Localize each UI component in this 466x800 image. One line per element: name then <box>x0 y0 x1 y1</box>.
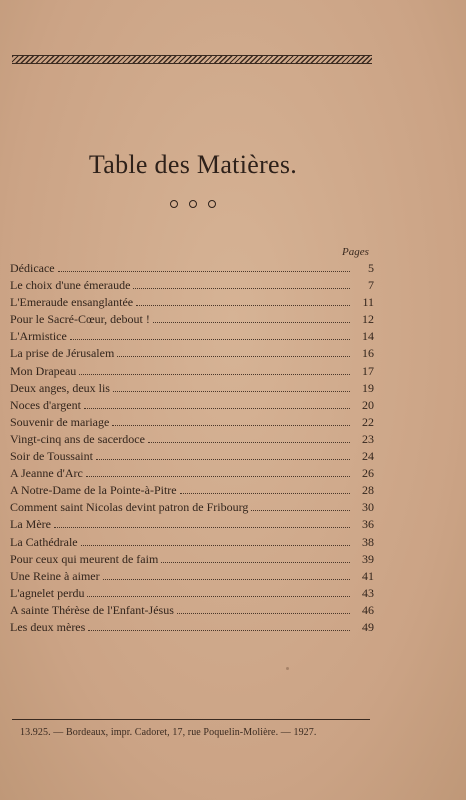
toc-entry-title: A sainte Thérèse de l'Enfant-Jésus <box>10 602 174 617</box>
toc-entry-page: 36 <box>362 517 374 532</box>
toc-entry <box>10 601 374 618</box>
dot-leader <box>84 398 350 409</box>
toc-entry-page: 19 <box>362 380 374 395</box>
toc-entry-title: Le choix d'une émeraude <box>10 278 131 293</box>
dot-leader <box>153 312 350 323</box>
dot-leader <box>177 603 350 614</box>
toc-entry-title: Pour ceux qui meurent de faim <box>10 551 159 566</box>
toc-entry-page: 43 <box>362 585 374 600</box>
toc-entry-page: 5 <box>368 261 374 275</box>
dot-leader <box>251 500 350 511</box>
toc-entry <box>10 344 374 361</box>
toc-entry <box>10 584 374 601</box>
toc-entry-title: La Mère <box>10 517 51 532</box>
circle-ornament-icon <box>170 200 178 208</box>
toc-entry-page: 20 <box>362 397 374 412</box>
paper-speck <box>286 667 289 670</box>
toc-entry-title: Dédicace <box>10 261 55 275</box>
toc-entry <box>10 498 374 515</box>
toc-entry <box>10 413 374 430</box>
toc-entry <box>10 396 374 413</box>
dot-leader <box>79 364 350 375</box>
toc-entry <box>10 362 374 379</box>
toc-entry-title: Mon Drapeau <box>10 363 77 378</box>
ornament-circles <box>170 200 216 208</box>
toc-entry-page: 38 <box>362 534 374 549</box>
toc-entry-title: Soir de Toussaint <box>10 449 93 464</box>
pages-column-label: Pages <box>342 246 369 258</box>
circle-ornament-icon <box>189 200 197 208</box>
toc-entry-title: L'Armistice <box>10 329 67 344</box>
toc-entry-page: 46 <box>362 602 374 617</box>
dot-leader <box>87 586 350 597</box>
toc-entry <box>10 310 374 327</box>
toc-entry-page: 12 <box>362 312 374 327</box>
dot-leader <box>86 466 350 477</box>
toc-entry-title: Noces d'argent <box>10 397 81 412</box>
toc-entry <box>10 276 374 293</box>
dot-leader <box>58 261 350 272</box>
toc-entry <box>10 259 374 276</box>
dot-leader <box>96 449 350 460</box>
toc-entry-page: 24 <box>362 449 374 464</box>
toc-entry-title: La Cathédrale <box>10 534 78 549</box>
top-decorative-border <box>12 55 372 64</box>
toc-entry <box>10 293 374 310</box>
toc-entry-title: Les deux mères <box>10 619 86 634</box>
dot-leader <box>117 346 350 357</box>
toc-entry-title: L'agnelet perdu <box>10 585 85 600</box>
toc-entry-page: 23 <box>362 431 374 446</box>
toc-entry-page: 30 <box>362 500 374 515</box>
dot-leader <box>180 483 350 494</box>
page-title: Table des Matières. <box>88 150 298 179</box>
dot-leader <box>161 552 350 563</box>
printer-imprint: 13.925. — Bordeaux, impr. Cadoret, 17, rue Poquelin-Molière. — 1927. <box>20 727 317 738</box>
toc-entry-title: A Notre-Dame de la Pointe-à-Pitre <box>10 483 177 498</box>
toc-entry <box>10 618 374 635</box>
dot-leader <box>103 569 350 580</box>
toc-entry <box>10 430 374 447</box>
toc-entry-page: 39 <box>362 551 374 566</box>
dot-leader <box>81 535 350 546</box>
toc-entry <box>10 550 374 567</box>
dot-leader <box>133 278 350 289</box>
dot-leader <box>136 295 350 306</box>
toc-entry-page: 7 <box>368 278 374 293</box>
toc-entry-page: 22 <box>362 414 374 429</box>
toc-entry-title: Comment saint Nicolas devint patron de Fribourg <box>10 500 249 515</box>
toc-entry-page: 16 <box>362 346 374 361</box>
toc-entry-title: Une Reine à aimer <box>10 568 100 583</box>
toc-entry-page: 26 <box>362 466 374 481</box>
toc-entry <box>10 379 374 396</box>
toc-entry-title: Souvenir de mariage <box>10 414 110 429</box>
toc-entry-page: 41 <box>362 568 374 583</box>
toc-entry-page: 14 <box>362 329 374 344</box>
toc-entry <box>10 327 374 344</box>
toc-entry-page: 17 <box>362 363 374 378</box>
dot-leader <box>70 329 350 340</box>
dot-leader <box>113 381 350 392</box>
dot-leader <box>112 415 350 426</box>
toc-entry-title: A Jeanne d'Arc <box>10 466 83 481</box>
toc-entry <box>10 464 374 481</box>
toc-entry <box>10 481 374 498</box>
dot-leader <box>54 517 350 528</box>
bottom-rule <box>12 719 370 720</box>
toc-entry-title: L'Emeraude ensanglantée <box>10 295 134 310</box>
toc-entry-page: 49 <box>362 619 374 634</box>
table-of-contents <box>10 259 374 635</box>
circle-ornament-icon <box>208 200 216 208</box>
toc-entry-title: Deux anges, deux lis <box>10 380 110 395</box>
toc-entry-title: La prise de Jérusalem <box>10 346 115 361</box>
dot-leader <box>148 432 350 443</box>
toc-entry <box>10 515 374 532</box>
toc-entry-page: 28 <box>362 483 374 498</box>
toc-entry <box>10 533 374 550</box>
toc-entry <box>10 567 374 584</box>
toc-entry-page: 11 <box>362 295 374 310</box>
toc-entry-title: Pour le Sacré-Cœur, debout ! <box>10 312 150 327</box>
dot-leader <box>88 620 350 631</box>
toc-entry-title: Vingt-cinq ans de sacerdoce <box>10 431 145 446</box>
toc-entry <box>10 447 374 464</box>
